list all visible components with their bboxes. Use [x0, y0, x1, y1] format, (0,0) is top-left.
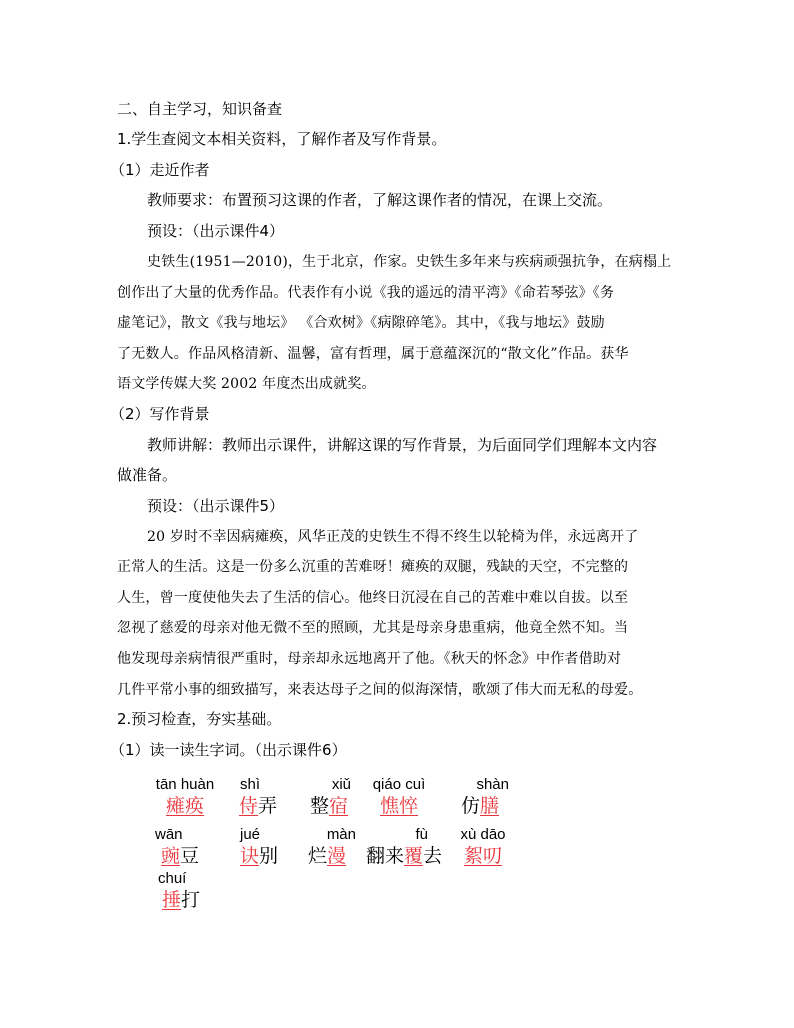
vocab-item: màn 烂漫	[298, 826, 356, 868]
item1-sub1-teacher: 教师要求：布置预习这课的作者，了解这课作者的情况，在课上交流。	[147, 191, 613, 209]
pinyin: màn	[326, 826, 356, 843]
highlighted-char: 膳	[480, 795, 500, 817]
pinyin: chuí	[158, 870, 187, 887]
vocab-item: fù 翻来覆去	[362, 826, 446, 868]
highlighted-char: 瘫痪	[165, 795, 204, 817]
item2-heading: 2.预习检查，夯实基础。	[117, 710, 282, 728]
vocab-item: chuí 捶打	[158, 870, 210, 912]
item1-sub2-teacher-line-2: 做准备。	[117, 466, 178, 484]
item1-sub1-preset: 预设：（出示课件4）	[147, 222, 285, 240]
background-line-5: 他发现母亲病情很严重时，母亲却永远地离开了他。《秋天的怀念》中作者借助对	[117, 651, 622, 667]
highlighted-char: 捶	[162, 889, 182, 911]
highlighted-char: 诀	[239, 845, 259, 867]
vocab-item	[455, 826, 511, 868]
background-line-6: 几件平常小事的细致描写，来表达母子之间的似海深情，歌颂了伟大而无私的母爱。	[117, 682, 643, 698]
background-line-3: 人生，曾一度使他失去了生活的信心。他终日沉浸在自己的苦难中难以自拔。以至	[117, 590, 629, 606]
highlighted-char: 侍	[238, 795, 258, 817]
background-line-2: 正常人的生活。这是一份多么沉重的苦难呀！瘫痪的双腿，残缺的天空，不完整的	[117, 559, 629, 575]
highlighted-char: 憔悴	[379, 795, 418, 817]
item1-sub2-preset: 预设：（出示课件5）	[147, 497, 285, 515]
bio-line-2: 创作出了大量的优秀作品。代表作有小说《我的遥远的清平湾》《命若琴弦》《务	[117, 285, 615, 301]
highlighted-char: 宿	[329, 795, 349, 817]
vocab-item	[153, 776, 217, 818]
highlighted-char: 漫	[327, 845, 347, 867]
pinyin: fù	[415, 826, 428, 843]
highlighted-char: 覆	[403, 845, 423, 867]
bio-line-3: 虚笔记》，散文《我与地坛》 《合欢树》《病隙碎笔》。其中，《我与地坛》鼓励	[117, 315, 605, 331]
vocab-item: shì 侍弄	[234, 776, 282, 818]
item1-heading: 1.学生查阅文本相关资料，了解作者及写作背景。	[117, 130, 447, 148]
pinyin: shàn	[476, 776, 509, 793]
item1-sub2-teacher-line-1: 教师讲解：教师出示课件，讲解这课的写作背景，为后面同学们理解本文内容	[147, 436, 658, 454]
pinyin: shì	[240, 776, 261, 793]
pinyin: xiǔ	[331, 776, 351, 793]
pinyin: qiáo cuì	[372, 776, 426, 793]
pinyin: wān	[155, 826, 183, 843]
highlighted-char: 豌	[161, 845, 181, 867]
section-title: 二、自主学习，知识备查	[117, 100, 283, 118]
vocab-item: xiǔ 整宿	[303, 776, 355, 818]
pinyin: xù dāo	[460, 826, 506, 843]
bio-line-4: 了无数人。作品风格清新、温馨，富有哲理，属于意蕴深沉的“散文化”作品。获华	[117, 346, 629, 362]
background-line-1: 20 岁时不幸因病瘫痪，风华正茂的史铁生不得不终生以轮椅为伴，永远离开了	[147, 529, 639, 545]
bio-line-5: 语文学传媒大奖 2002 年度杰出成就奖。	[117, 376, 376, 392]
highlighted-char: 絮叨	[463, 845, 502, 867]
bio-line-1: 史铁生(1951—2010)，生于北京，作家。史铁生多年来与疾病顽强抗争，在病榻上	[147, 254, 672, 270]
vocab-item	[366, 776, 432, 818]
vocab-item: jué 诀别	[234, 826, 284, 868]
item2-sub1-heading: （1）读一读生字词。（出示课件6）	[110, 741, 347, 759]
pinyin: jué	[240, 826, 261, 843]
pinyin: tān huàn	[155, 776, 215, 793]
vocab-item: shàn 仿膳	[451, 776, 509, 818]
vocab-item: wān 豌豆	[155, 826, 207, 868]
item1-sub2-heading: （2）写作背景	[110, 405, 210, 423]
item1-sub1-heading: （1）走近作者	[110, 161, 210, 179]
background-line-4: 忽视了慈爱的母亲对他无微不至的照顾，尤其是母亲身患重病，他竟全然不知。当	[117, 620, 629, 636]
